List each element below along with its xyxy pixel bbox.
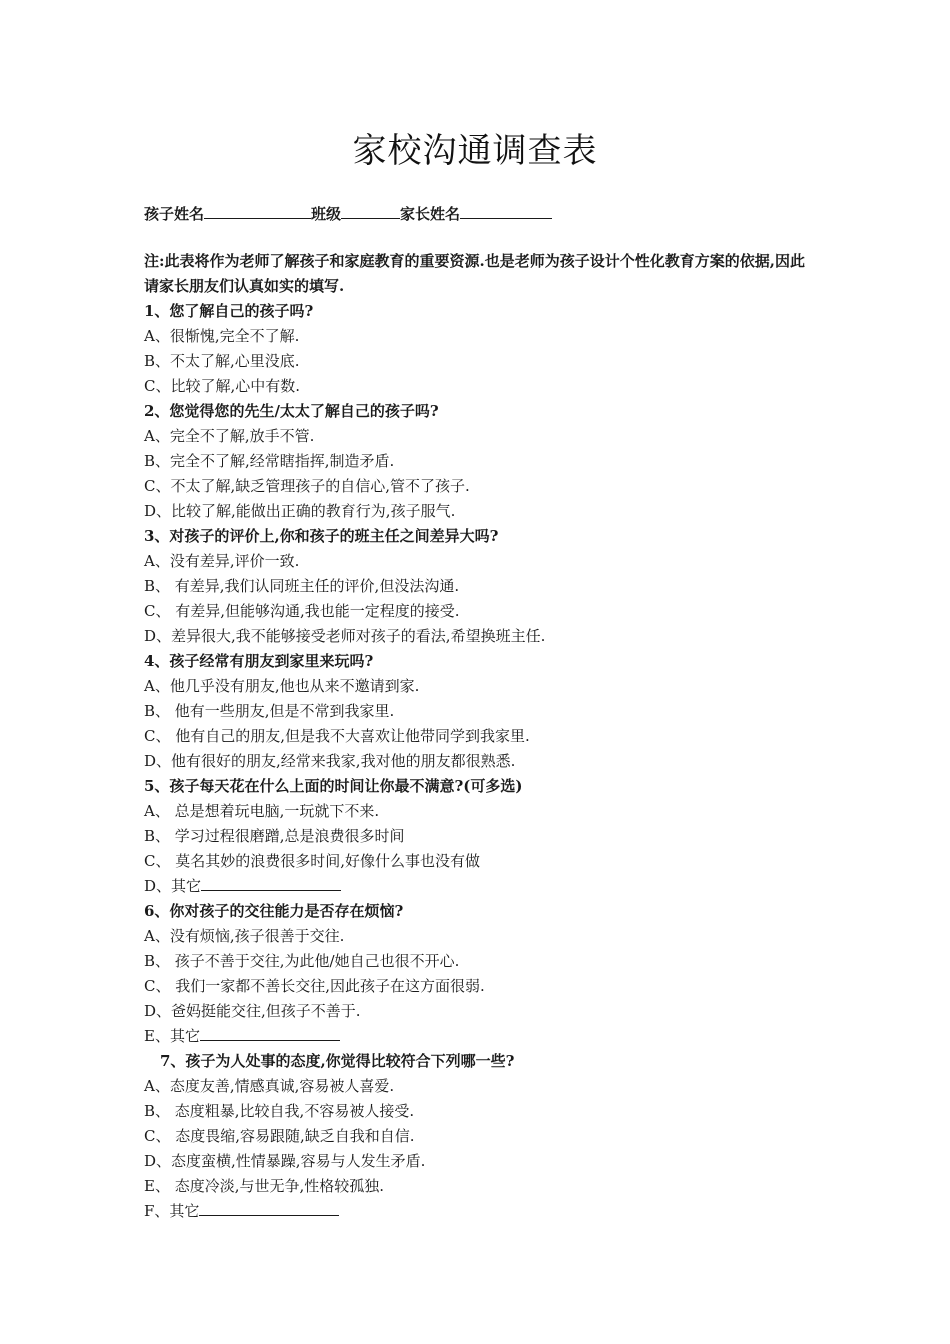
option-4a[interactable]: A、他几乎没有朋友,他也从来不邀请到家. [144,677,420,695]
option-3b[interactable]: B、 有差异,我们认同班主任的评价,但没法沟通. [144,577,460,595]
option-7c[interactable]: C、 态度畏缩,容易跟随,缺乏自我和自信. [144,1127,415,1145]
child-name-label: 孩子姓名 [144,205,205,223]
option-5d-label: D、其它 [144,877,202,895]
option-7f-blank[interactable] [199,1199,339,1216]
option-4c[interactable]: C、 他有自己的朋友,但是我不大喜欢让他带同学到我家里. [144,727,530,745]
child-name-field[interactable] [204,202,311,219]
option-5b[interactable]: B、 学习过程很磨蹭,总是浪费很多时间 [144,827,405,845]
option-6a[interactable]: A、没有烦恼,孩子很善于交往. [144,927,345,945]
option-6d[interactable]: D、爸妈挺能交往,但孩子不善于. [144,1002,361,1020]
option-6e-blank[interactable] [200,1024,340,1041]
option-2c[interactable]: C、不太了解,缺乏管理孩子的自信心,管不了孩子. [144,477,470,495]
option-6c[interactable]: C、 我们一家都不善长交往,因此孩子在这方面很弱. [144,977,485,995]
option-5c[interactable]: C、 莫名其妙的浪费很多时间,好像什么事也没有做 [144,852,481,870]
question-5: 5、孩子每天花在什么上面的时间让你最不满意?(可多选) [144,777,523,795]
option-1c[interactable]: C、比较了解,心中有数. [144,377,301,395]
question-3: 3、对孩子的评价上,你和孩子的班主任之间差异大吗? [144,527,499,545]
option-7f-label: F、其它 [144,1202,200,1220]
option-6b[interactable]: B、 孩子不善于交往,为此他/她自己也很不开心. [144,952,460,970]
option-5d[interactable] [144,874,824,899]
info-line [144,202,552,224]
option-5a[interactable]: A、 总是想着玩电脑,一玩就下不来. [144,802,380,820]
class-field[interactable] [341,202,400,219]
option-7a[interactable]: A、态度友善,情感真诚,容易被人喜爱. [144,1077,395,1095]
survey-content [144,249,824,1224]
option-1a[interactable]: A、很惭愧,完全不了解. [144,327,300,345]
class-label: 班级 [311,205,342,223]
question-4: 4、孩子经常有朋友到家里来玩吗? [144,652,374,670]
option-3a[interactable]: A、没有差异,评价一致. [144,552,300,570]
option-2d[interactable]: D、比较了解,能做出正确的教育行为,孩子服气. [144,502,456,520]
option-2a[interactable]: A、完全不了解,放手不管. [144,427,315,445]
option-7b[interactable]: B、 态度粗暴,比较自我,不容易被人接受. [144,1102,415,1120]
parent-name-label: 家长姓名 [400,205,461,223]
option-6e[interactable] [144,1024,824,1049]
option-6e-label: E、其它 [144,1027,200,1045]
question-2: 2、您觉得您的先生/太太了解自己的孩子吗? [144,402,439,420]
option-5d-blank[interactable] [201,874,341,891]
option-2b[interactable]: B、完全不了解,经常瞎指挥,制造矛盾. [144,452,395,470]
option-3c[interactable]: C、 有差异,但能够沟通,我也能一定程度的接受. [144,602,460,620]
page-title: 家校沟通调查表 [352,131,598,171]
option-4d[interactable]: D、他有很好的朋友,经常来我家,我对他的朋友都很熟悉. [144,752,516,770]
question-7: 7、孩子为人处事的态度,你觉得比较符合下列哪一些? [160,1052,515,1070]
parent-name-field[interactable] [460,202,552,219]
option-1b[interactable]: B、不太了解,心里没底. [144,352,300,370]
question-1: 1、您了解自己的孩子吗? [144,302,314,320]
option-7f[interactable] [144,1199,824,1224]
option-4b[interactable]: B、 他有一些朋友,但是不常到我家里. [144,702,395,720]
option-3d[interactable]: D、差异很大,我不能够接受老师对孩子的看法,希望换班主任. [144,627,546,645]
option-7d[interactable]: D、态度蛮横,性情暴躁,容易与人发生矛盾. [144,1152,426,1170]
survey-note: 注:此表将作为老师了解孩子和家庭教育的重要资源.也是老师为孩子设计个性化教育方案的依据,因此请家长朋友们认真如实的填写. [144,252,805,295]
question-6: 6、你对孩子的交往能力是否存在烦恼? [144,902,404,920]
option-7e[interactable]: E、 态度冷淡,与世无争,性格较孤独. [144,1177,385,1195]
